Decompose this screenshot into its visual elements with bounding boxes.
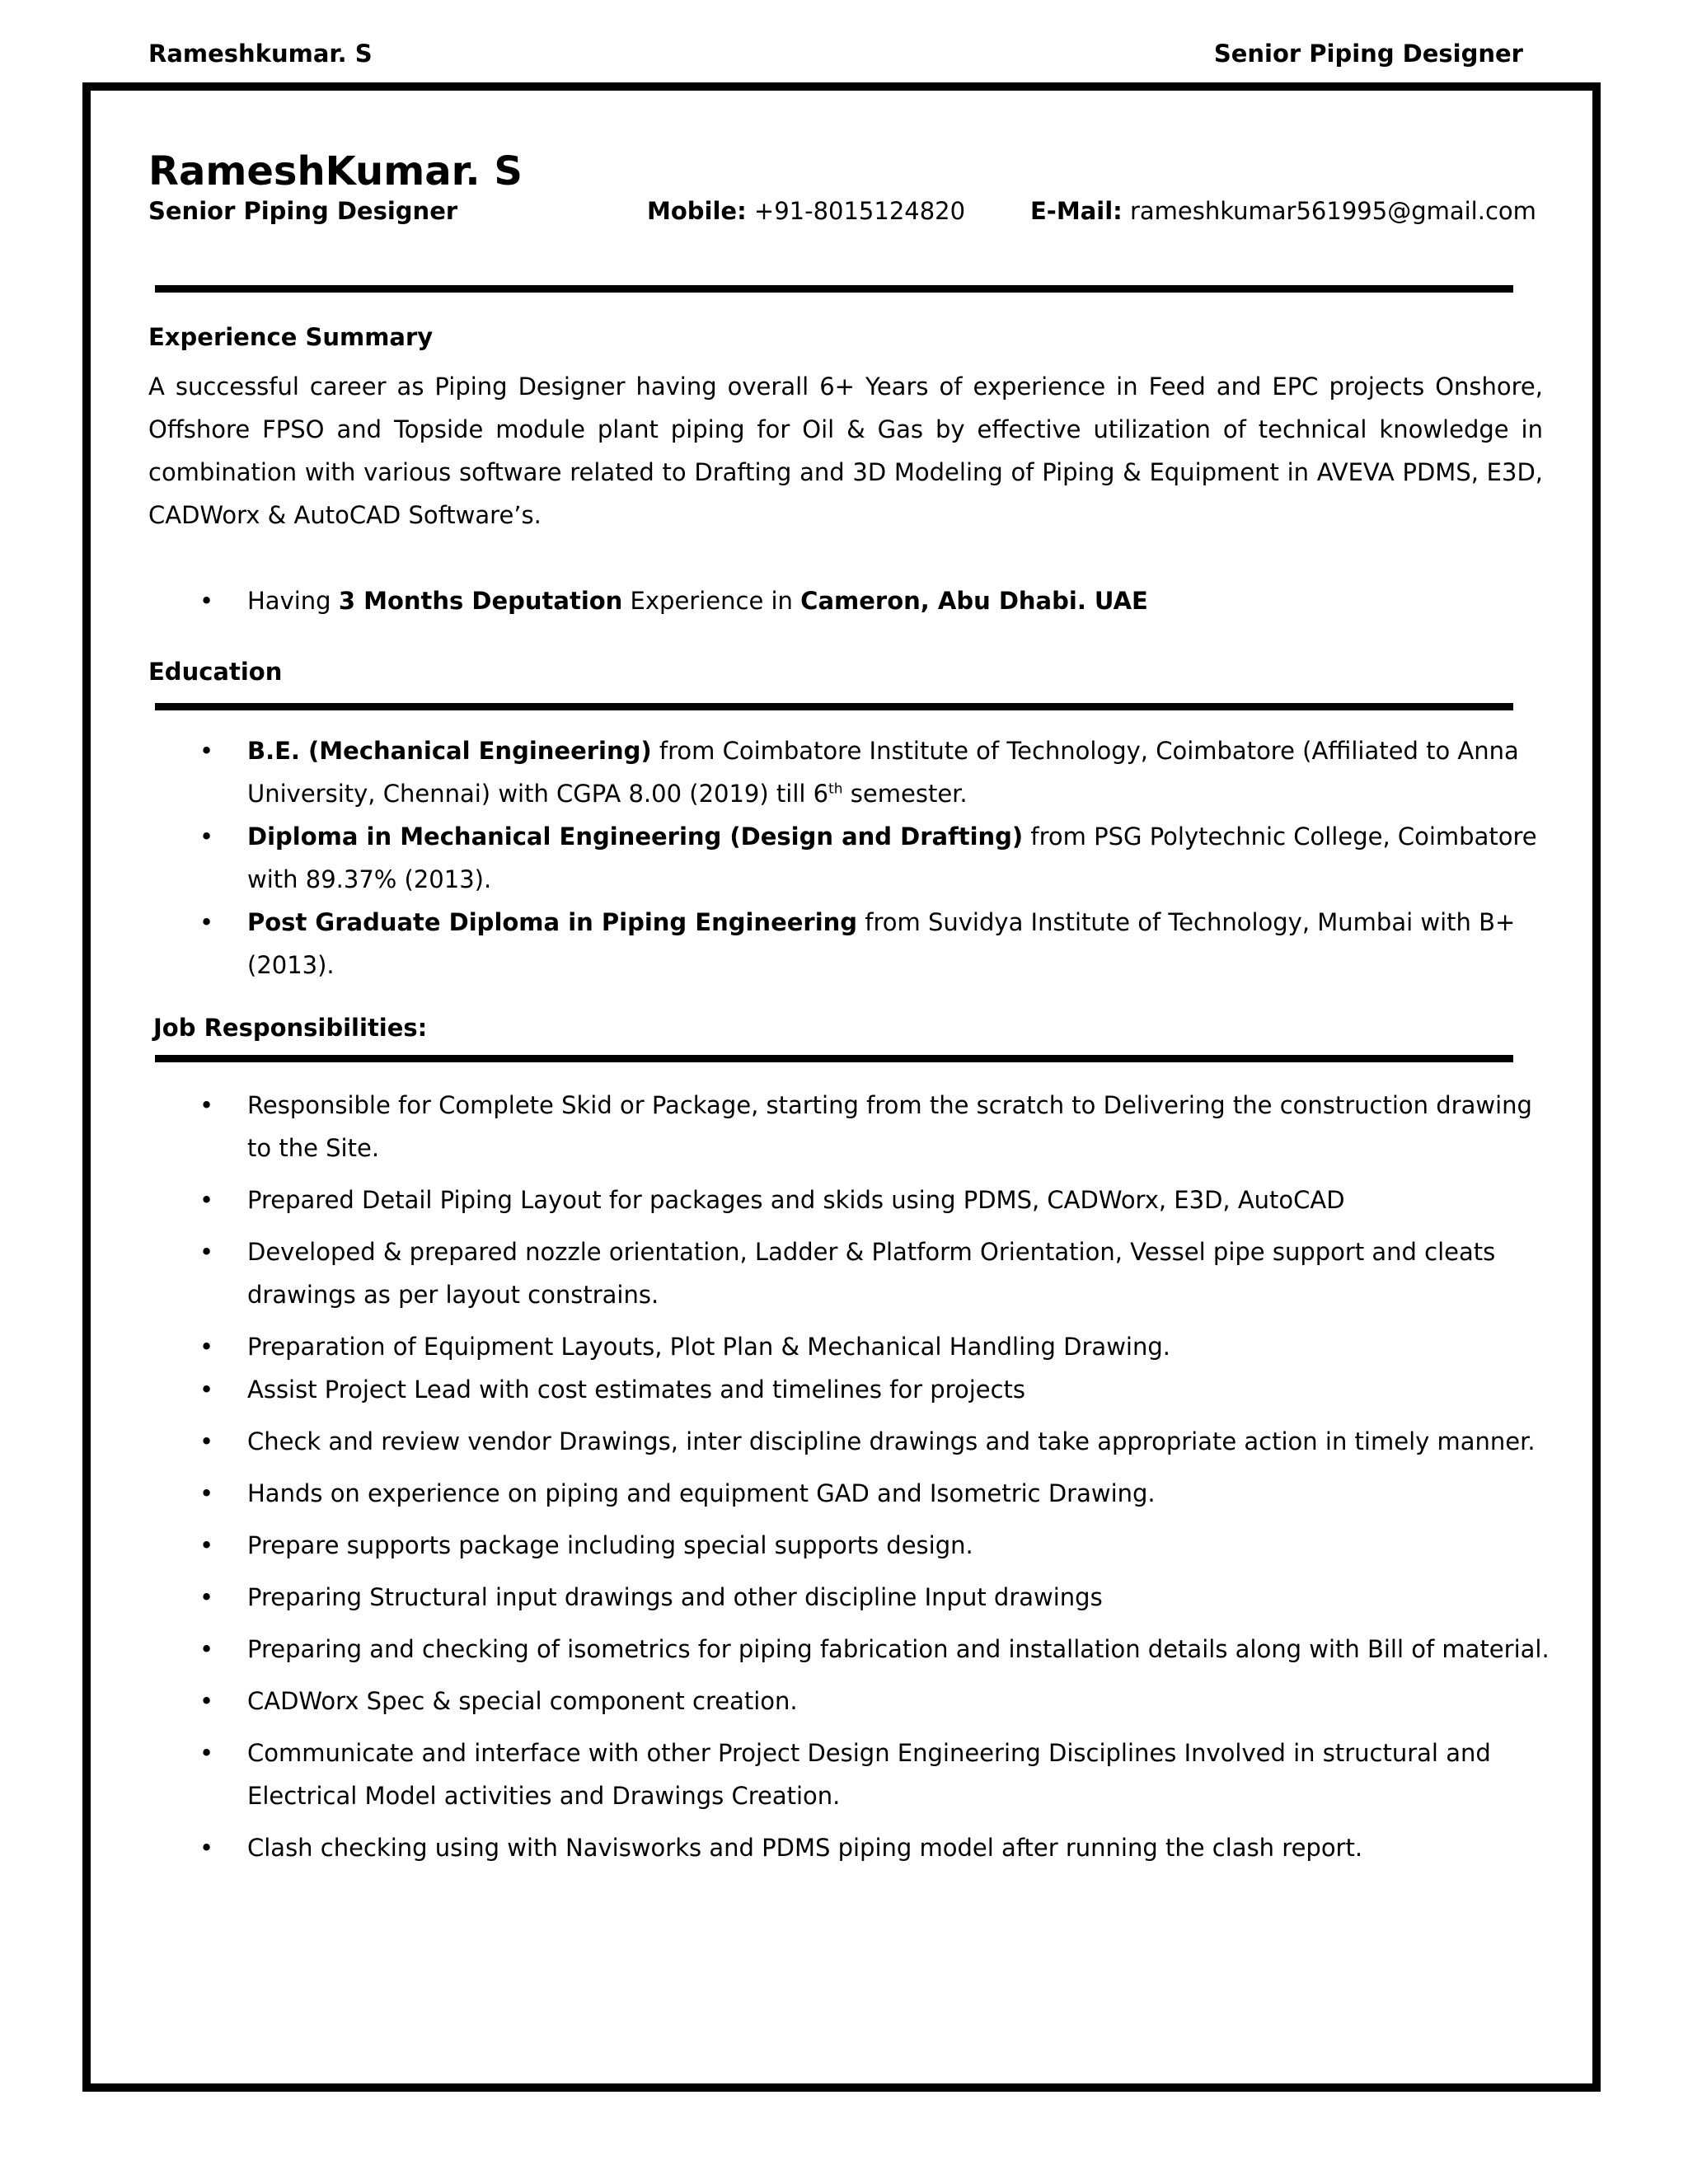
- responsibilities-divider: [155, 1055, 1513, 1062]
- education-details: from PSG Polytechnic College, Coimbatore with 89.37% (2013).: [247, 823, 1537, 893]
- bullet-icon: •: [199, 1186, 214, 1214]
- header-divider: [155, 285, 1513, 293]
- responsibility-text: Responsible for Complete Skid or Package, starting from the scratch to Delivering the construction drawing to the Site.: [247, 1091, 1532, 1162]
- education-divider: [155, 703, 1513, 710]
- experience-summary: A successful career as Piping Designer having overall 6+ Years of experience in Feed and EPC projects Onshore, Offshore FPSO and Topside module plant piping for Oil & Gas by effective utilization of technical knowledge in combination with various software related to Drafting and 3D Modeling of Piping & Equipment in AVEVA PDMS, E3D, CADWorx & AutoCAD Software’s.: [148, 373, 1543, 529]
- bullet-icon: •: [199, 908, 214, 936]
- email-info: [1030, 194, 1536, 227]
- bullet-icon: •: [199, 1333, 214, 1361]
- bullet-icon: •: [199, 1238, 214, 1266]
- responsibility-item: [148, 1420, 1550, 1463]
- bullet-icon: •: [199, 1479, 214, 1507]
- email-label: E-Mail:: [1030, 197, 1123, 225]
- education-item: [148, 815, 1550, 901]
- responsibility-text: CADWorx Spec & special component creation.: [247, 1687, 798, 1715]
- responsibility-text: Developed & prepared nozzle orientation, Ladder & Platform Orientation, Vessel pipe support and cleats drawings as per layout constrains.: [247, 1238, 1496, 1309]
- contact-row: [148, 194, 1550, 227]
- education-degree: Diploma in Mechanical Engineering (Design and Drafting): [247, 823, 1024, 851]
- running-header: [148, 40, 1523, 68]
- education-item: [148, 901, 1550, 987]
- candidate-name: RameshKumar. S: [148, 148, 523, 194]
- responsibility-text: Preparing and checking of isometrics for piping fabrication and installation details along with Bill of material.: [247, 1635, 1550, 1663]
- responsibility-item: [148, 1179, 1550, 1221]
- bullet-icon: •: [199, 1834, 214, 1862]
- bullet-icon: •: [199, 1687, 214, 1715]
- resume-content: [148, 148, 1550, 1878]
- mobile-value: +91-8015124820: [753, 197, 966, 225]
- deputation-prefix: Having: [247, 587, 339, 615]
- education-list: [148, 729, 1550, 987]
- bullet-icon: •: [199, 1531, 214, 1559]
- responsibility-item: [148, 1368, 1550, 1411]
- responsibility-item: [148, 1230, 1550, 1316]
- responsibility-text: Preparing Structural input drawings and other discipline Input drawings: [247, 1583, 1103, 1611]
- bullet-icon: •: [199, 1739, 214, 1767]
- running-header-title: Senior Piping Designer: [1213, 40, 1523, 68]
- candidate-title: Senior Piping Designer: [148, 197, 458, 225]
- education-degree: Post Graduate Diploma in Piping Engineering: [247, 908, 858, 936]
- education-item: [148, 729, 1550, 815]
- mobile-label: Mobile:: [647, 197, 747, 225]
- mobile-info: [647, 194, 1030, 227]
- responsibility-text: Clash checking using with Navisworks and PDMS piping model after running the clash report.: [247, 1834, 1363, 1862]
- responsibility-item: [148, 1576, 1550, 1619]
- bullet-icon: •: [199, 1376, 214, 1404]
- responsibility-item: [148, 1732, 1550, 1817]
- responsibility-item: [148, 1084, 1550, 1169]
- responsibility-text: Prepare supports package including special supports design.: [247, 1531, 973, 1559]
- deputation-duration: 3 Months Deputation: [338, 587, 623, 615]
- education-details: from Suvidya Institute of Technology, Mumbai with B+ (2013).: [247, 908, 1516, 979]
- deputation-item: [148, 579, 1550, 622]
- responsibilities-list: [148, 1084, 1550, 1869]
- responsibility-item: [148, 1524, 1550, 1567]
- responsibilities-heading: Job Responsibilities:: [153, 1014, 428, 1042]
- education-details-tail: semester.: [842, 780, 968, 808]
- email-value: rameshkumar561995@gmail.com: [1129, 197, 1536, 225]
- responsibility-item: [148, 1680, 1550, 1722]
- responsibility-text: Assist Project Lead with cost estimates and timelines for projects: [247, 1376, 1026, 1404]
- responsibility-text: Communicate and interface with other Project Design Engineering Disciplines Involved in structural and Electrical Model activities and Drawings Creation.: [247, 1739, 1491, 1810]
- responsibility-item: [148, 1826, 1550, 1869]
- education-superscript: th: [828, 780, 843, 798]
- responsibility-text: Preparation of Equipment Layouts, Plot Plan & Mechanical Handling Drawing.: [247, 1333, 1170, 1361]
- responsibility-text: Check and review vendor Drawings, inter discipline drawings and take appropriate action in timely manner.: [247, 1427, 1536, 1455]
- experience-heading: Experience Summary: [148, 323, 434, 351]
- education-details: from Coimbatore Institute of Technology, Coimbatore (Affiliated to Anna University, Chennai) with CGPA 8.00 (2019) till 6: [247, 737, 1519, 808]
- bullet-icon: •: [199, 823, 214, 851]
- bullet-icon: •: [199, 1427, 214, 1455]
- bullet-icon: •: [199, 1635, 214, 1663]
- deputation-list: [148, 579, 1550, 622]
- responsibility-text: Hands on experience on piping and equipment GAD and Isometric Drawing.: [247, 1479, 1156, 1507]
- deputation-middle: Experience in: [622, 587, 801, 615]
- deputation-location: Cameron, Abu Dhabi. UAE: [800, 587, 1148, 615]
- responsibility-item: [148, 1325, 1550, 1368]
- education-heading: Education: [148, 658, 283, 686]
- education-degree: B.E. (Mechanical Engineering): [247, 737, 652, 765]
- bullet-icon: •: [199, 737, 214, 765]
- bullet-icon: •: [199, 1583, 214, 1611]
- bullet-icon: •: [199, 1091, 214, 1119]
- responsibility-item: [148, 1628, 1550, 1671]
- responsibility-item: [148, 1472, 1550, 1515]
- responsibility-text: Prepared Detail Piping Layout for packages and skids using PDMS, CADWorx, E3D, AutoCAD: [247, 1186, 1345, 1214]
- bullet-icon: •: [199, 587, 214, 615]
- running-header-name: Rameshkumar. S: [148, 40, 373, 68]
